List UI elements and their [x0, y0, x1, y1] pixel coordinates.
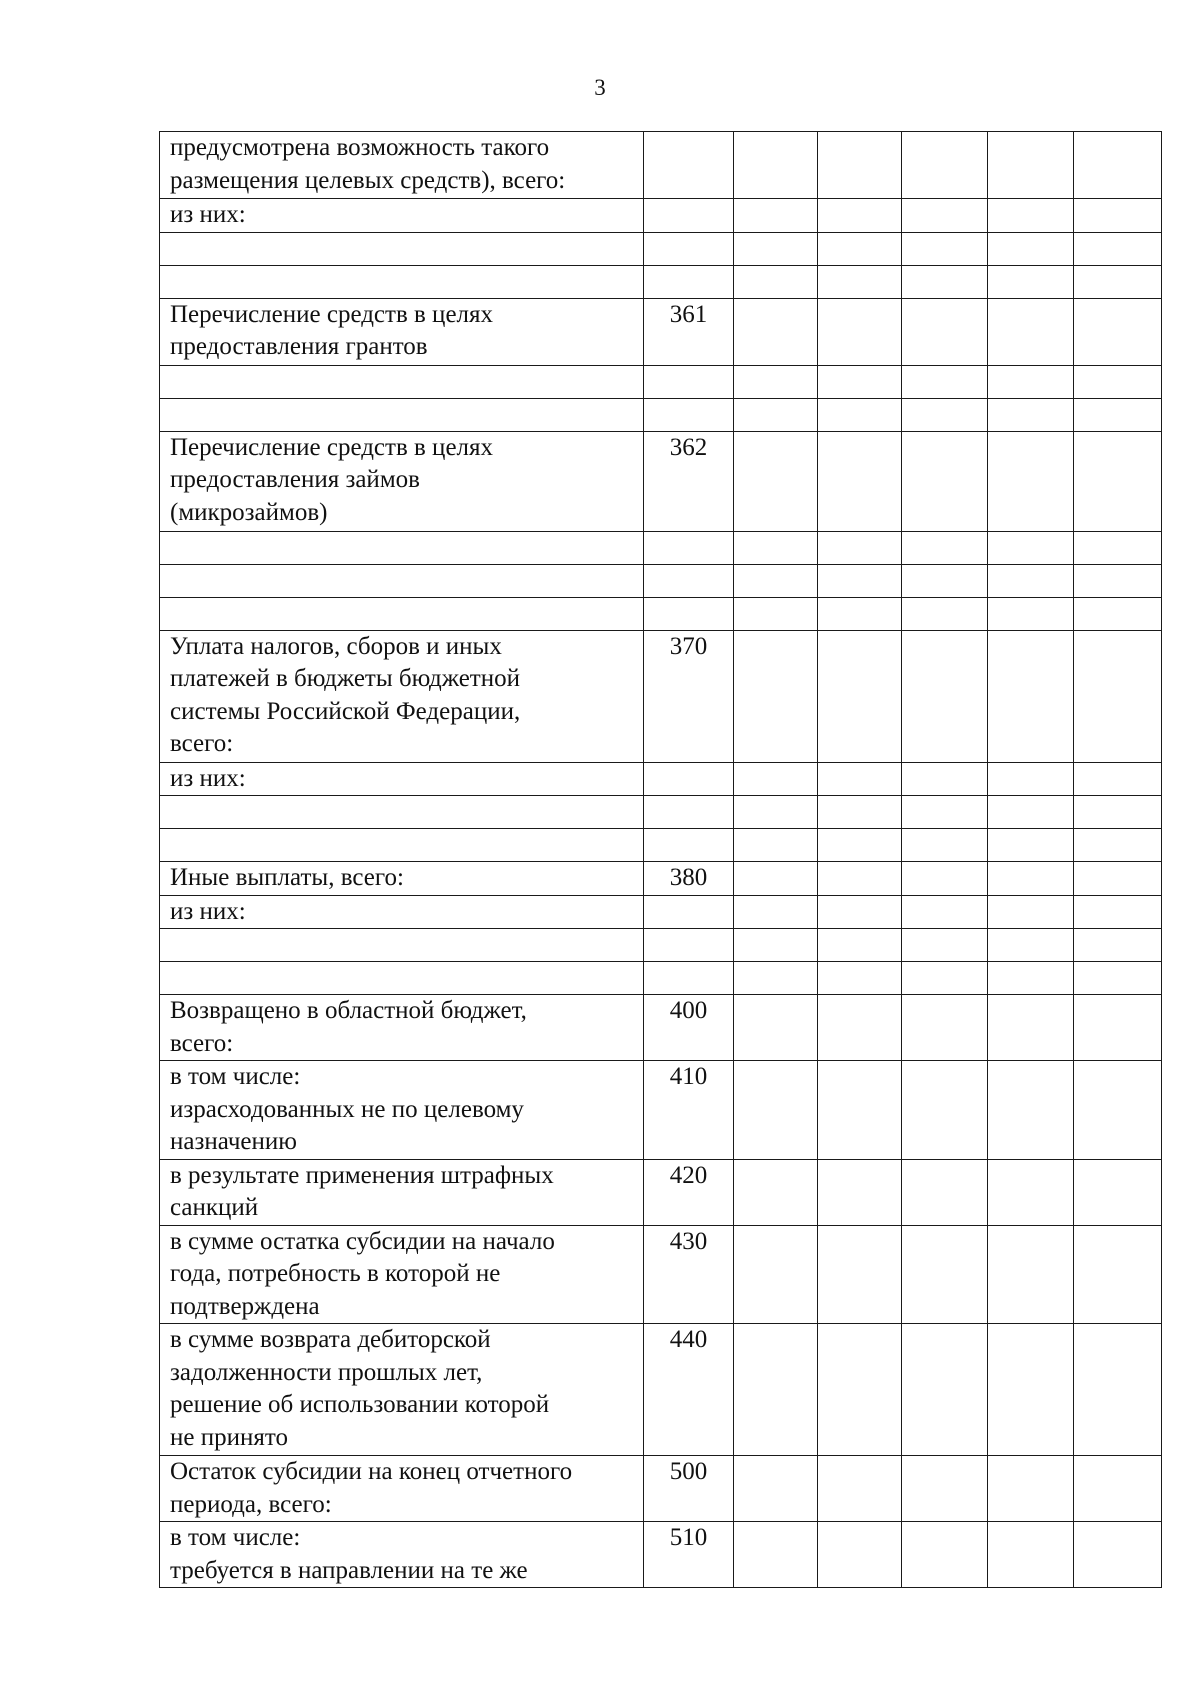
value-cell	[988, 1522, 1074, 1588]
value-cell	[988, 564, 1074, 597]
value-cell	[734, 431, 818, 531]
row-code: 500	[644, 1456, 734, 1522]
row-label	[160, 564, 644, 597]
value-cell	[734, 862, 818, 896]
value-cell	[818, 431, 902, 531]
value-cell	[818, 199, 902, 233]
value-cell	[818, 265, 902, 298]
row-code	[644, 398, 734, 431]
row-code	[644, 762, 734, 796]
row-label	[160, 398, 644, 431]
row-code	[644, 796, 734, 829]
value-cell	[1074, 862, 1162, 896]
row-label	[160, 829, 644, 862]
value-cell	[1074, 1324, 1162, 1456]
value-cell	[988, 132, 1074, 199]
value-cell	[1074, 1159, 1162, 1225]
value-cell	[902, 1061, 988, 1160]
row-label: Иные выплаты, всего:	[160, 862, 644, 896]
value-cell	[818, 929, 902, 962]
value-cell	[988, 1324, 1074, 1456]
value-cell	[902, 962, 988, 995]
row-code	[644, 365, 734, 398]
row-label: Возвращено в областной бюджет, всего:	[160, 995, 644, 1061]
row-code: 410	[644, 1061, 734, 1160]
value-cell	[902, 398, 988, 431]
table-row	[160, 829, 1162, 862]
row-label: в том числе: требуется в направлении на те же	[160, 1522, 644, 1588]
table-row	[160, 265, 1162, 298]
value-cell	[1074, 398, 1162, 431]
row-code: 380	[644, 862, 734, 896]
value-cell	[734, 597, 818, 630]
row-code	[644, 199, 734, 233]
row-label: Перечисление средств в целях предоставления грантов	[160, 298, 644, 365]
value-cell	[988, 829, 1074, 862]
value-cell	[902, 630, 988, 762]
value-cell	[902, 265, 988, 298]
value-cell	[818, 564, 902, 597]
value-cell	[734, 298, 818, 365]
value-cell	[1074, 365, 1162, 398]
value-cell	[1074, 199, 1162, 233]
row-label	[160, 531, 644, 564]
value-cell	[902, 365, 988, 398]
table-row	[160, 431, 1162, 531]
row-label	[160, 232, 644, 265]
value-cell	[988, 398, 1074, 431]
value-cell	[818, 962, 902, 995]
value-cell	[988, 1159, 1074, 1225]
table-row	[160, 298, 1162, 365]
value-cell	[902, 995, 988, 1061]
value-cell	[1074, 630, 1162, 762]
value-cell	[988, 630, 1074, 762]
value-cell	[988, 796, 1074, 829]
row-label	[160, 962, 644, 995]
value-cell	[1074, 431, 1162, 531]
value-cell	[818, 365, 902, 398]
row-label: Остаток субсидии на конец отчетного периода, всего:	[160, 1456, 644, 1522]
table-row	[160, 630, 1162, 762]
value-cell	[988, 929, 1074, 962]
value-cell	[1074, 962, 1162, 995]
value-cell	[902, 232, 988, 265]
value-cell	[734, 1456, 818, 1522]
value-cell	[818, 796, 902, 829]
value-cell	[1074, 829, 1162, 862]
value-cell	[734, 895, 818, 929]
value-cell	[818, 1061, 902, 1160]
value-cell	[1074, 298, 1162, 365]
value-cell	[818, 895, 902, 929]
value-cell	[988, 1061, 1074, 1160]
value-cell	[734, 796, 818, 829]
value-cell	[1074, 232, 1162, 265]
table-row	[160, 895, 1162, 929]
value-cell	[1074, 1456, 1162, 1522]
value-cell	[1074, 929, 1162, 962]
value-cell	[1074, 597, 1162, 630]
value-cell	[988, 199, 1074, 233]
row-label: Уплата налогов, сборов и иных платежей в бюджеты бюджетной системы Российской Федерации, всего:	[160, 630, 644, 762]
value-cell	[734, 1159, 818, 1225]
value-cell	[1074, 1061, 1162, 1160]
value-cell	[818, 232, 902, 265]
table-row	[160, 995, 1162, 1061]
value-cell	[818, 630, 902, 762]
table-row	[160, 762, 1162, 796]
value-cell	[902, 564, 988, 597]
value-cell	[734, 1225, 818, 1324]
value-cell	[988, 265, 1074, 298]
value-cell	[818, 398, 902, 431]
value-cell	[818, 995, 902, 1061]
value-cell	[988, 431, 1074, 531]
row-label: из них:	[160, 895, 644, 929]
value-cell	[818, 531, 902, 564]
row-code	[644, 132, 734, 199]
value-cell	[902, 1159, 988, 1225]
value-cell	[818, 597, 902, 630]
row-label	[160, 265, 644, 298]
table-row	[160, 365, 1162, 398]
value-cell	[734, 929, 818, 962]
row-label: в том числе: израсходованных не по целевому назначению	[160, 1061, 644, 1160]
value-cell	[988, 1456, 1074, 1522]
value-cell	[1074, 1225, 1162, 1324]
row-label: предусмотрена возможность такого размещения целевых средств), всего:	[160, 132, 644, 199]
row-label: из них:	[160, 762, 644, 796]
row-code	[644, 597, 734, 630]
value-cell	[734, 1522, 818, 1588]
row-code: 361	[644, 298, 734, 365]
value-cell	[734, 531, 818, 564]
value-cell	[818, 1456, 902, 1522]
value-cell	[818, 829, 902, 862]
table-row	[160, 232, 1162, 265]
value-cell	[818, 132, 902, 199]
value-cell	[734, 265, 818, 298]
table-row	[160, 862, 1162, 896]
page-number: 3	[594, 75, 606, 100]
value-cell	[988, 298, 1074, 365]
row-code: 440	[644, 1324, 734, 1456]
value-cell	[988, 895, 1074, 929]
table-row	[160, 1324, 1162, 1456]
row-code	[644, 564, 734, 597]
value-cell	[902, 829, 988, 862]
value-cell	[988, 365, 1074, 398]
table-row	[160, 1456, 1162, 1522]
value-cell	[734, 1061, 818, 1160]
row-code	[644, 962, 734, 995]
value-cell	[988, 597, 1074, 630]
value-cell	[818, 1324, 902, 1456]
value-cell	[1074, 1522, 1162, 1588]
value-cell	[988, 1225, 1074, 1324]
value-cell	[1074, 132, 1162, 199]
table-row	[160, 929, 1162, 962]
table-row	[160, 199, 1162, 233]
value-cell	[734, 199, 818, 233]
value-cell	[988, 962, 1074, 995]
value-cell	[734, 829, 818, 862]
value-cell	[902, 531, 988, 564]
row-code	[644, 265, 734, 298]
value-cell	[902, 762, 988, 796]
row-label	[160, 929, 644, 962]
value-cell	[734, 398, 818, 431]
value-cell	[988, 862, 1074, 896]
value-cell	[1074, 531, 1162, 564]
value-cell	[902, 796, 988, 829]
row-code	[644, 895, 734, 929]
table-row	[160, 531, 1162, 564]
value-cell	[734, 995, 818, 1061]
table-row	[160, 1061, 1162, 1160]
row-label	[160, 597, 644, 630]
table-row	[160, 1225, 1162, 1324]
value-cell	[902, 895, 988, 929]
value-cell	[1074, 995, 1162, 1061]
row-code: 420	[644, 1159, 734, 1225]
value-cell	[902, 597, 988, 630]
table-row	[160, 962, 1162, 995]
row-code: 400	[644, 995, 734, 1061]
row-label: из них:	[160, 199, 644, 233]
value-cell	[902, 431, 988, 531]
report-table	[159, 131, 1162, 1588]
value-cell	[1074, 564, 1162, 597]
row-code: 510	[644, 1522, 734, 1588]
row-label: в сумме остатка субсидии на начало года, потребность в которой не подтверждена	[160, 1225, 644, 1324]
table-row	[160, 564, 1162, 597]
row-code: 370	[644, 630, 734, 762]
row-code	[644, 232, 734, 265]
value-cell	[818, 762, 902, 796]
value-cell	[902, 199, 988, 233]
row-label: Перечисление средств в целях предоставления займов (микрозаймов)	[160, 431, 644, 531]
value-cell	[734, 762, 818, 796]
value-cell	[734, 132, 818, 199]
value-cell	[818, 298, 902, 365]
value-cell	[1074, 762, 1162, 796]
value-cell	[902, 862, 988, 896]
table-row	[160, 597, 1162, 630]
value-cell	[902, 1225, 988, 1324]
value-cell	[734, 365, 818, 398]
value-cell	[818, 1159, 902, 1225]
row-code	[644, 531, 734, 564]
value-cell	[1074, 796, 1162, 829]
value-cell	[818, 1522, 902, 1588]
value-cell	[902, 1522, 988, 1588]
value-cell	[988, 531, 1074, 564]
value-cell	[734, 232, 818, 265]
table-row	[160, 1522, 1162, 1588]
value-cell	[988, 762, 1074, 796]
value-cell	[1074, 895, 1162, 929]
value-cell	[1074, 265, 1162, 298]
row-code: 430	[644, 1225, 734, 1324]
table-row	[160, 796, 1162, 829]
value-cell	[734, 630, 818, 762]
value-cell	[902, 1456, 988, 1522]
row-code	[644, 929, 734, 962]
row-label	[160, 796, 644, 829]
row-label: в результате применения штрафных санкций	[160, 1159, 644, 1225]
value-cell	[902, 1324, 988, 1456]
row-label	[160, 365, 644, 398]
value-cell	[902, 132, 988, 199]
value-cell	[818, 862, 902, 896]
value-cell	[818, 1225, 902, 1324]
value-cell	[988, 995, 1074, 1061]
value-cell	[902, 929, 988, 962]
value-cell	[988, 232, 1074, 265]
value-cell	[902, 298, 988, 365]
value-cell	[734, 564, 818, 597]
table-row	[160, 1159, 1162, 1225]
table-row	[160, 398, 1162, 431]
row-code: 362	[644, 431, 734, 531]
row-code	[644, 829, 734, 862]
value-cell	[734, 962, 818, 995]
value-cell	[734, 1324, 818, 1456]
row-label: в сумме возврата дебиторской задолженности прошлых лет, решение об использовании которой не принято	[160, 1324, 644, 1456]
table-row	[160, 132, 1162, 199]
